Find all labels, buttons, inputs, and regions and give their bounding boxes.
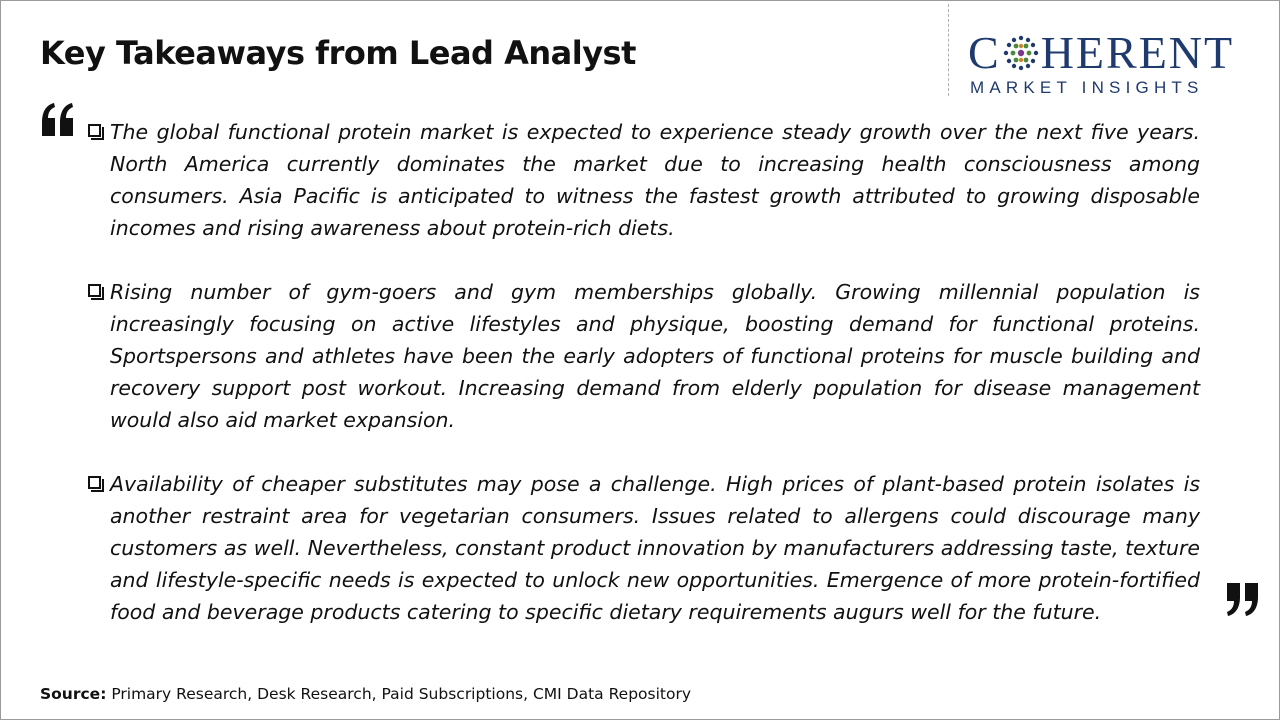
takeaway-text: Rising number of gym-goers and gym memberships globally. Growing millennial population is increasingly focusing on active lifestyles and physique, boosting demand for functional proteins. Sportspersons and athletes have been the early adopters of functional proteins for muscle building and recovery support post workout. Increasing demand from elderly population for disease management would also aid market expansion. xyxy=(110,280,1200,432)
logo-wordmark xyxy=(968,27,1264,78)
open-quote-icon xyxy=(40,102,76,136)
list-item xyxy=(86,468,1200,628)
checkbox-bullet-icon xyxy=(88,476,101,489)
globe-dots-icon xyxy=(1002,34,1040,72)
list-item xyxy=(86,276,1200,436)
checkbox-bullet-icon xyxy=(88,284,101,297)
takeaway-text: The global functional protein market is expected to experience steady growth over the next five years. North America currently dominates the market due to increasing health consciousness among consumers. Asia Pacific is anticipated to witness the fastest growth attributed to growing disposable incomes and rising awareness about protein-rich diets. xyxy=(110,120,1200,240)
page-title: Key Takeaways from Lead Analyst xyxy=(40,34,636,72)
logo-divider xyxy=(948,4,949,96)
logo-tagline: MARKET INSIGHTS xyxy=(970,78,1204,97)
close-quote-icon xyxy=(1224,583,1260,617)
logo-letters-herent: HERENT xyxy=(1040,27,1235,78)
logo-letter-c: C xyxy=(968,27,1001,78)
checkbox-bullet-icon xyxy=(88,124,101,137)
source-label: Source: xyxy=(40,685,107,703)
takeaways-list xyxy=(86,116,1200,660)
source-text: Primary Research, Desk Research, Paid Subscriptions, CMI Data Repository xyxy=(106,685,692,703)
source-note xyxy=(40,685,691,703)
company-logo xyxy=(968,27,1264,98)
takeaway-text: Availability of cheaper substitutes may pose a challenge. High prices of plant-based protein isolates is another restraint area for vegetarian consumers. Issues related to allergens could discourage many customers as well. Nevertheless, constant product innovation by manufacturers addressing taste, texture and lifestyle-specific needs is expected to unlock new opportunities. Emergence of more protein-fortified food and beverage products catering to specific dietary requirements augurs well for the future. xyxy=(110,472,1200,624)
list-item xyxy=(86,116,1200,244)
